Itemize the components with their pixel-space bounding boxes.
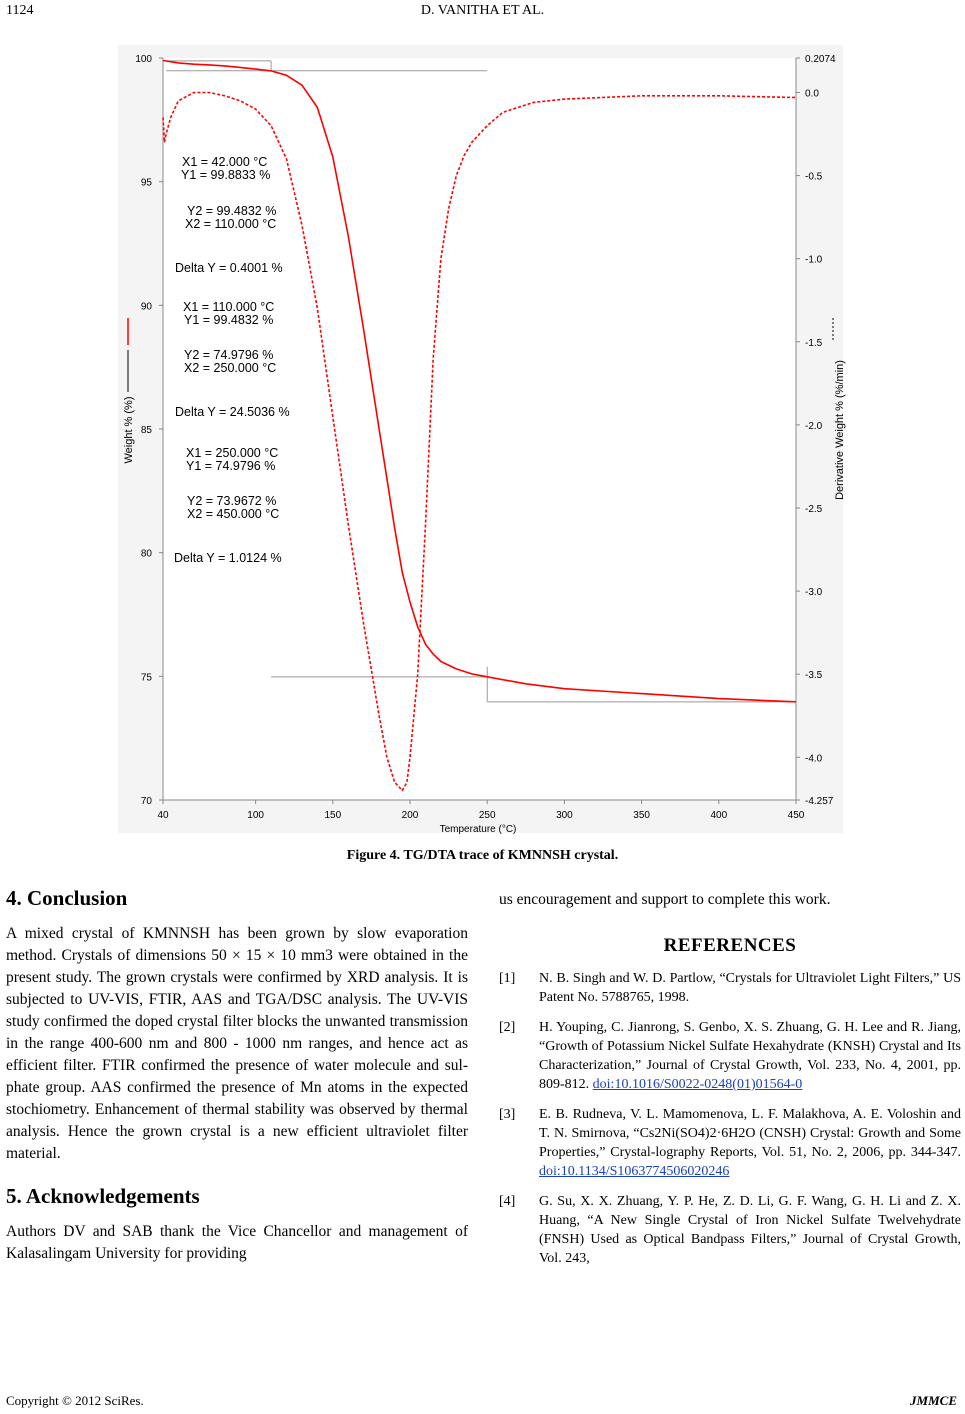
reference-item: [499, 969, 961, 1007]
reference-item: [499, 1105, 961, 1181]
reference-item: [499, 1192, 961, 1268]
reference-number: [1]: [499, 971, 516, 986]
copyright: Copyright © 2012 SciRes.: [6, 1393, 144, 1408]
x-tick-label: 150: [324, 810, 342, 821]
step-annotation: Y1 = 99.8833 %: [181, 168, 271, 182]
y-tick-label: 80: [140, 548, 152, 560]
reference-body: H. Youping, C. Jianrong, S. Genbo, X. S. Zhuang, G. H. Lee and R. Jiang, “Growth of Potassium Nickel Sulfate Hexahydrate (KNSH) Crystal and Its Characterization,” Journal of Crystal Growth, Vol. 233, No. 4, 2001, pp. 809-812.: [539, 1020, 961, 1092]
x-tick-label: 300: [556, 810, 573, 821]
step-annotation: Y2 = 73.9672 %: [187, 494, 277, 508]
reference-text: [539, 1105, 961, 1181]
step-annotation: Delta Y = 1.0124 %: [174, 551, 282, 565]
tg-dta-chart: [0, 40, 965, 840]
reference-text: [539, 1192, 961, 1268]
reference-body: G. Su, X. X. Zhuang, Y. P. He, Z. D. Li, G. F. Wang, G. H. Li and Z. X. Huang, “A New Single Crystal of Iron Nickel Sulfate Twelvehydrate (FNSH) Used as Optical Bandpass Filters,” Journal of Crystal Growth, Vol. 243,: [539, 1194, 961, 1266]
step-annotation: Y1 = 74.9796 %: [186, 459, 276, 473]
running-title: D. VANITHA ET AL.: [420, 3, 545, 18]
step-annotation: Y2 = 99.4832 %: [187, 204, 277, 218]
journal-name: JMMCE: [910, 1393, 957, 1408]
step-annotation: X1 = 42.000 °C: [182, 155, 268, 169]
y-tick-label: 95: [140, 177, 152, 189]
y2-tick-label: -3.5: [805, 670, 823, 682]
step-annotation: X2 = 450.000 °C: [187, 507, 280, 521]
acknowledgements-continuation: us encouragement and support to complete this work.: [499, 891, 831, 908]
conclusion-title: 4. Conclusion: [6, 886, 128, 910]
y2-tick-label: -4.0: [805, 753, 823, 765]
y2-tick-label: -1.5: [805, 337, 823, 349]
acknowledgements-text: Authors DV and SAB thank the Vice Chancellor and management of Kalasalingam University for providing: [6, 1223, 468, 1262]
x-tick-label: 200: [401, 810, 419, 821]
y2-tick-label: -4.257: [805, 796, 834, 807]
y2-axis-label: Derivative Weight % (%/min): [834, 360, 846, 500]
x-tick-label: 100: [247, 810, 264, 821]
reference-number: [3]: [499, 1107, 516, 1122]
y2-tick-label: -2.0: [805, 420, 823, 432]
reference-body: E. B. Rudneva, V. L. Mamomenova, L. F. Malakhova, A. E. Voloshin and T. N. Smirnova, “Cs2Ni(SO4)2·6H2O (CNSH) Crystal: Growth and Some Properties,” Crystal-lography Reports, Vol. 51, No. 2, 2006, pp. 344-347.: [539, 1107, 961, 1160]
doi-link[interactable]: doi:10.1016/S0022-0248(01)01564-0: [592, 1077, 803, 1092]
y-tick-label: 75: [140, 672, 152, 684]
right-column: [499, 889, 961, 1279]
x-tick-label: 40: [157, 810, 169, 821]
conclusion-text: A mixed crystal of KMNNSH has been grown by slow evaporation method. Crystals of dimensions 50 × 15 × 10 mm3 were obtained in the present study. The grown crystals were confirmed by XRD analysis. It is subjected to UV-VIS, FTIR, AAS and TGA/DSC analysis. The UV-VIS study confirmed the doped crystal filter blocks the unwanted transmission in the range 400-600 nm and 800 - 1000 nm ranges, and hence act as efficient filter. FTIR confirmed the presence of water molecule and sul-phate group. AAS confirmed the presence of Mn atoms in the expected stochiometry. Enhancement of thermal stability was observed by thermal analysis. Hence the grown crystal is a new efficient ultraviolet filter material.: [6, 925, 468, 1162]
y2-tick-label: 0.2074: [805, 54, 836, 65]
x-tick-label: 250: [478, 810, 496, 821]
reference-text: [539, 969, 961, 1007]
y2-tick-label: -1.0: [805, 254, 823, 266]
reference-number: [4]: [499, 1194, 516, 1209]
step-annotation: X1 = 250.000 °C: [186, 446, 279, 460]
x-tick-label: 350: [633, 810, 650, 821]
step-annotation: Delta Y = 24.5036 %: [175, 405, 290, 419]
y2-tick-label: -3.0: [805, 587, 823, 599]
y2-tick-label: -0.5: [805, 171, 823, 183]
figure-caption: Figure 4. TG/DTA trace of KMNNSH crystal.: [346, 848, 619, 863]
y-tick-label: 70: [140, 796, 152, 807]
y2-tick-label: -2.5: [805, 503, 823, 515]
y2-tick-label: 0.0: [805, 88, 819, 100]
reference-list: [499, 969, 961, 1268]
doi-link[interactable]: doi:10.1134/S1063774506020246: [539, 1164, 730, 1179]
x-tick-label: 450: [787, 810, 805, 821]
step-annotation: Delta Y = 0.4001 %: [175, 261, 283, 275]
step-annotation: X2 = 250.000 °C: [184, 361, 277, 375]
y-tick-label: 85: [140, 425, 152, 436]
y-tick-label: 90: [140, 301, 152, 313]
y-axis-label: Weight % (%): [123, 396, 135, 464]
references-title: REFERENCES: [663, 935, 797, 956]
step-annotation: X1 = 110.000 °C: [183, 300, 275, 314]
x-tick-label: 400: [710, 810, 728, 821]
acknowledgements-title: 5. Acknowledgements: [6, 1184, 200, 1208]
reference-number: [2]: [499, 1020, 516, 1035]
y-tick-label: 100: [135, 54, 152, 65]
step-annotation: Y1 = 99.4832 %: [184, 313, 274, 327]
x-axis-label: Temperature (°C): [439, 824, 517, 835]
reference-text: [539, 1018, 961, 1094]
reference-body: N. B. Singh and W. D. Partlow, “Crystals for Ultraviolet Light Filters,” US Patent No. 5788765, 1998.: [539, 971, 961, 1005]
step-annotation: X2 = 110.000 °C: [185, 217, 277, 231]
page-number: 1124: [6, 3, 34, 18]
reference-item: [499, 1018, 961, 1094]
step-annotation: Y2 = 74.9796 %: [184, 348, 274, 362]
left-column: [6, 885, 468, 1283]
